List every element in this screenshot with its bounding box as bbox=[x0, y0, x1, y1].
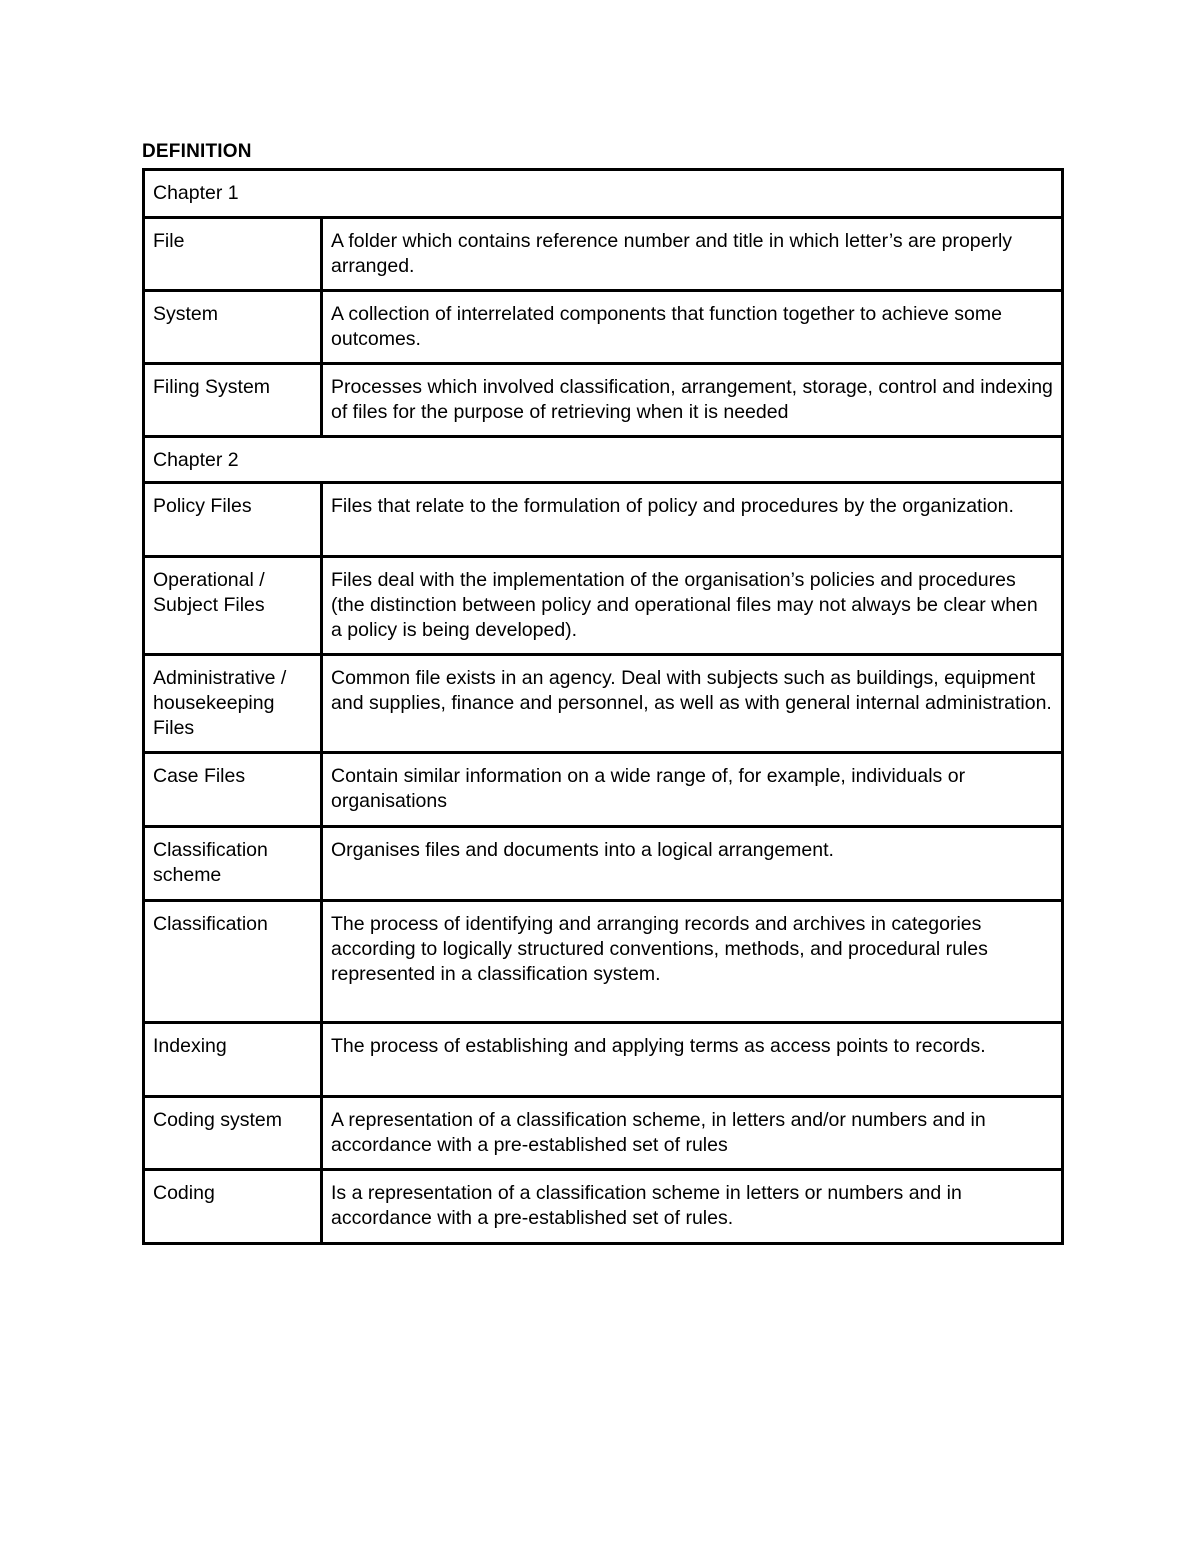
table-row bbox=[144, 291, 1063, 364]
table-row bbox=[144, 1097, 1063, 1170]
table-row bbox=[144, 218, 1063, 291]
chapter-row bbox=[144, 170, 1063, 218]
term-cell: Classification bbox=[144, 901, 322, 1023]
table-row bbox=[144, 1023, 1063, 1097]
term-cell: Classification scheme bbox=[144, 827, 322, 901]
table-row bbox=[144, 753, 1063, 827]
definition-cell: Organises files and documents into a logical arrangement. bbox=[322, 827, 1063, 901]
definition-cell: Processes which involved classification, arrangement, storage, control and indexing of files for the purpose of retrieving when it is needed bbox=[322, 364, 1063, 437]
definition-cell: Is a representation of a classification scheme in letters or numbers and in accordance with a pre-established set of rules. bbox=[322, 1170, 1063, 1244]
table-row bbox=[144, 1170, 1063, 1244]
term-cell: System bbox=[144, 291, 322, 364]
page-title: DEFINITION bbox=[142, 141, 252, 162]
definition-cell: Files deal with the implementation of the organisation’s policies and procedures (the distinction between policy and operational files may not always be clear when a policy is being developed). bbox=[322, 557, 1063, 655]
table-row bbox=[144, 655, 1063, 753]
term-cell: Administrative / housekeeping Files bbox=[144, 655, 322, 753]
definition-cell: A representation of a classification scheme, in letters and/or numbers and in accordance with a pre-established set of rules bbox=[322, 1097, 1063, 1170]
definition-cell: The process of identifying and arranging records and archives in categories according to logically structured conventions, methods, and procedural rules represented in a classification system. bbox=[322, 901, 1063, 1023]
term-cell: Policy Files bbox=[144, 483, 322, 557]
definition-cell: Files that relate to the formulation of policy and procedures by the organization. bbox=[322, 483, 1063, 557]
definition-cell: Contain similar information on a wide range of, for example, individuals or organisations bbox=[322, 753, 1063, 827]
table-row bbox=[144, 557, 1063, 655]
definition-table bbox=[142, 168, 1064, 1245]
chapter-heading: Chapter 2 bbox=[144, 437, 1063, 483]
term-cell: File bbox=[144, 218, 322, 291]
definition-cell: The process of establishing and applying terms as access points to records. bbox=[322, 1023, 1063, 1097]
table-row bbox=[144, 364, 1063, 437]
term-cell: Coding system bbox=[144, 1097, 322, 1170]
chapter-heading: Chapter 1 bbox=[144, 170, 1063, 218]
definition-cell: A collection of interrelated components that function together to achieve some outcomes. bbox=[322, 291, 1063, 364]
definition-cell: A folder which contains reference number and title in which letter’s are properly arranged. bbox=[322, 218, 1063, 291]
table-row bbox=[144, 827, 1063, 901]
term-cell: Coding bbox=[144, 1170, 322, 1244]
definition-cell: Common file exists in an agency. Deal with subjects such as buildings, equipment and supplies, finance and personnel, as well as with general internal administration. bbox=[322, 655, 1063, 753]
table-row bbox=[144, 901, 1063, 1023]
term-cell: Indexing bbox=[144, 1023, 322, 1097]
term-cell: Filing System bbox=[144, 364, 322, 437]
term-cell: Case Files bbox=[144, 753, 322, 827]
chapter-row bbox=[144, 437, 1063, 483]
term-cell: Operational / Subject Files bbox=[144, 557, 322, 655]
table-row bbox=[144, 483, 1063, 557]
